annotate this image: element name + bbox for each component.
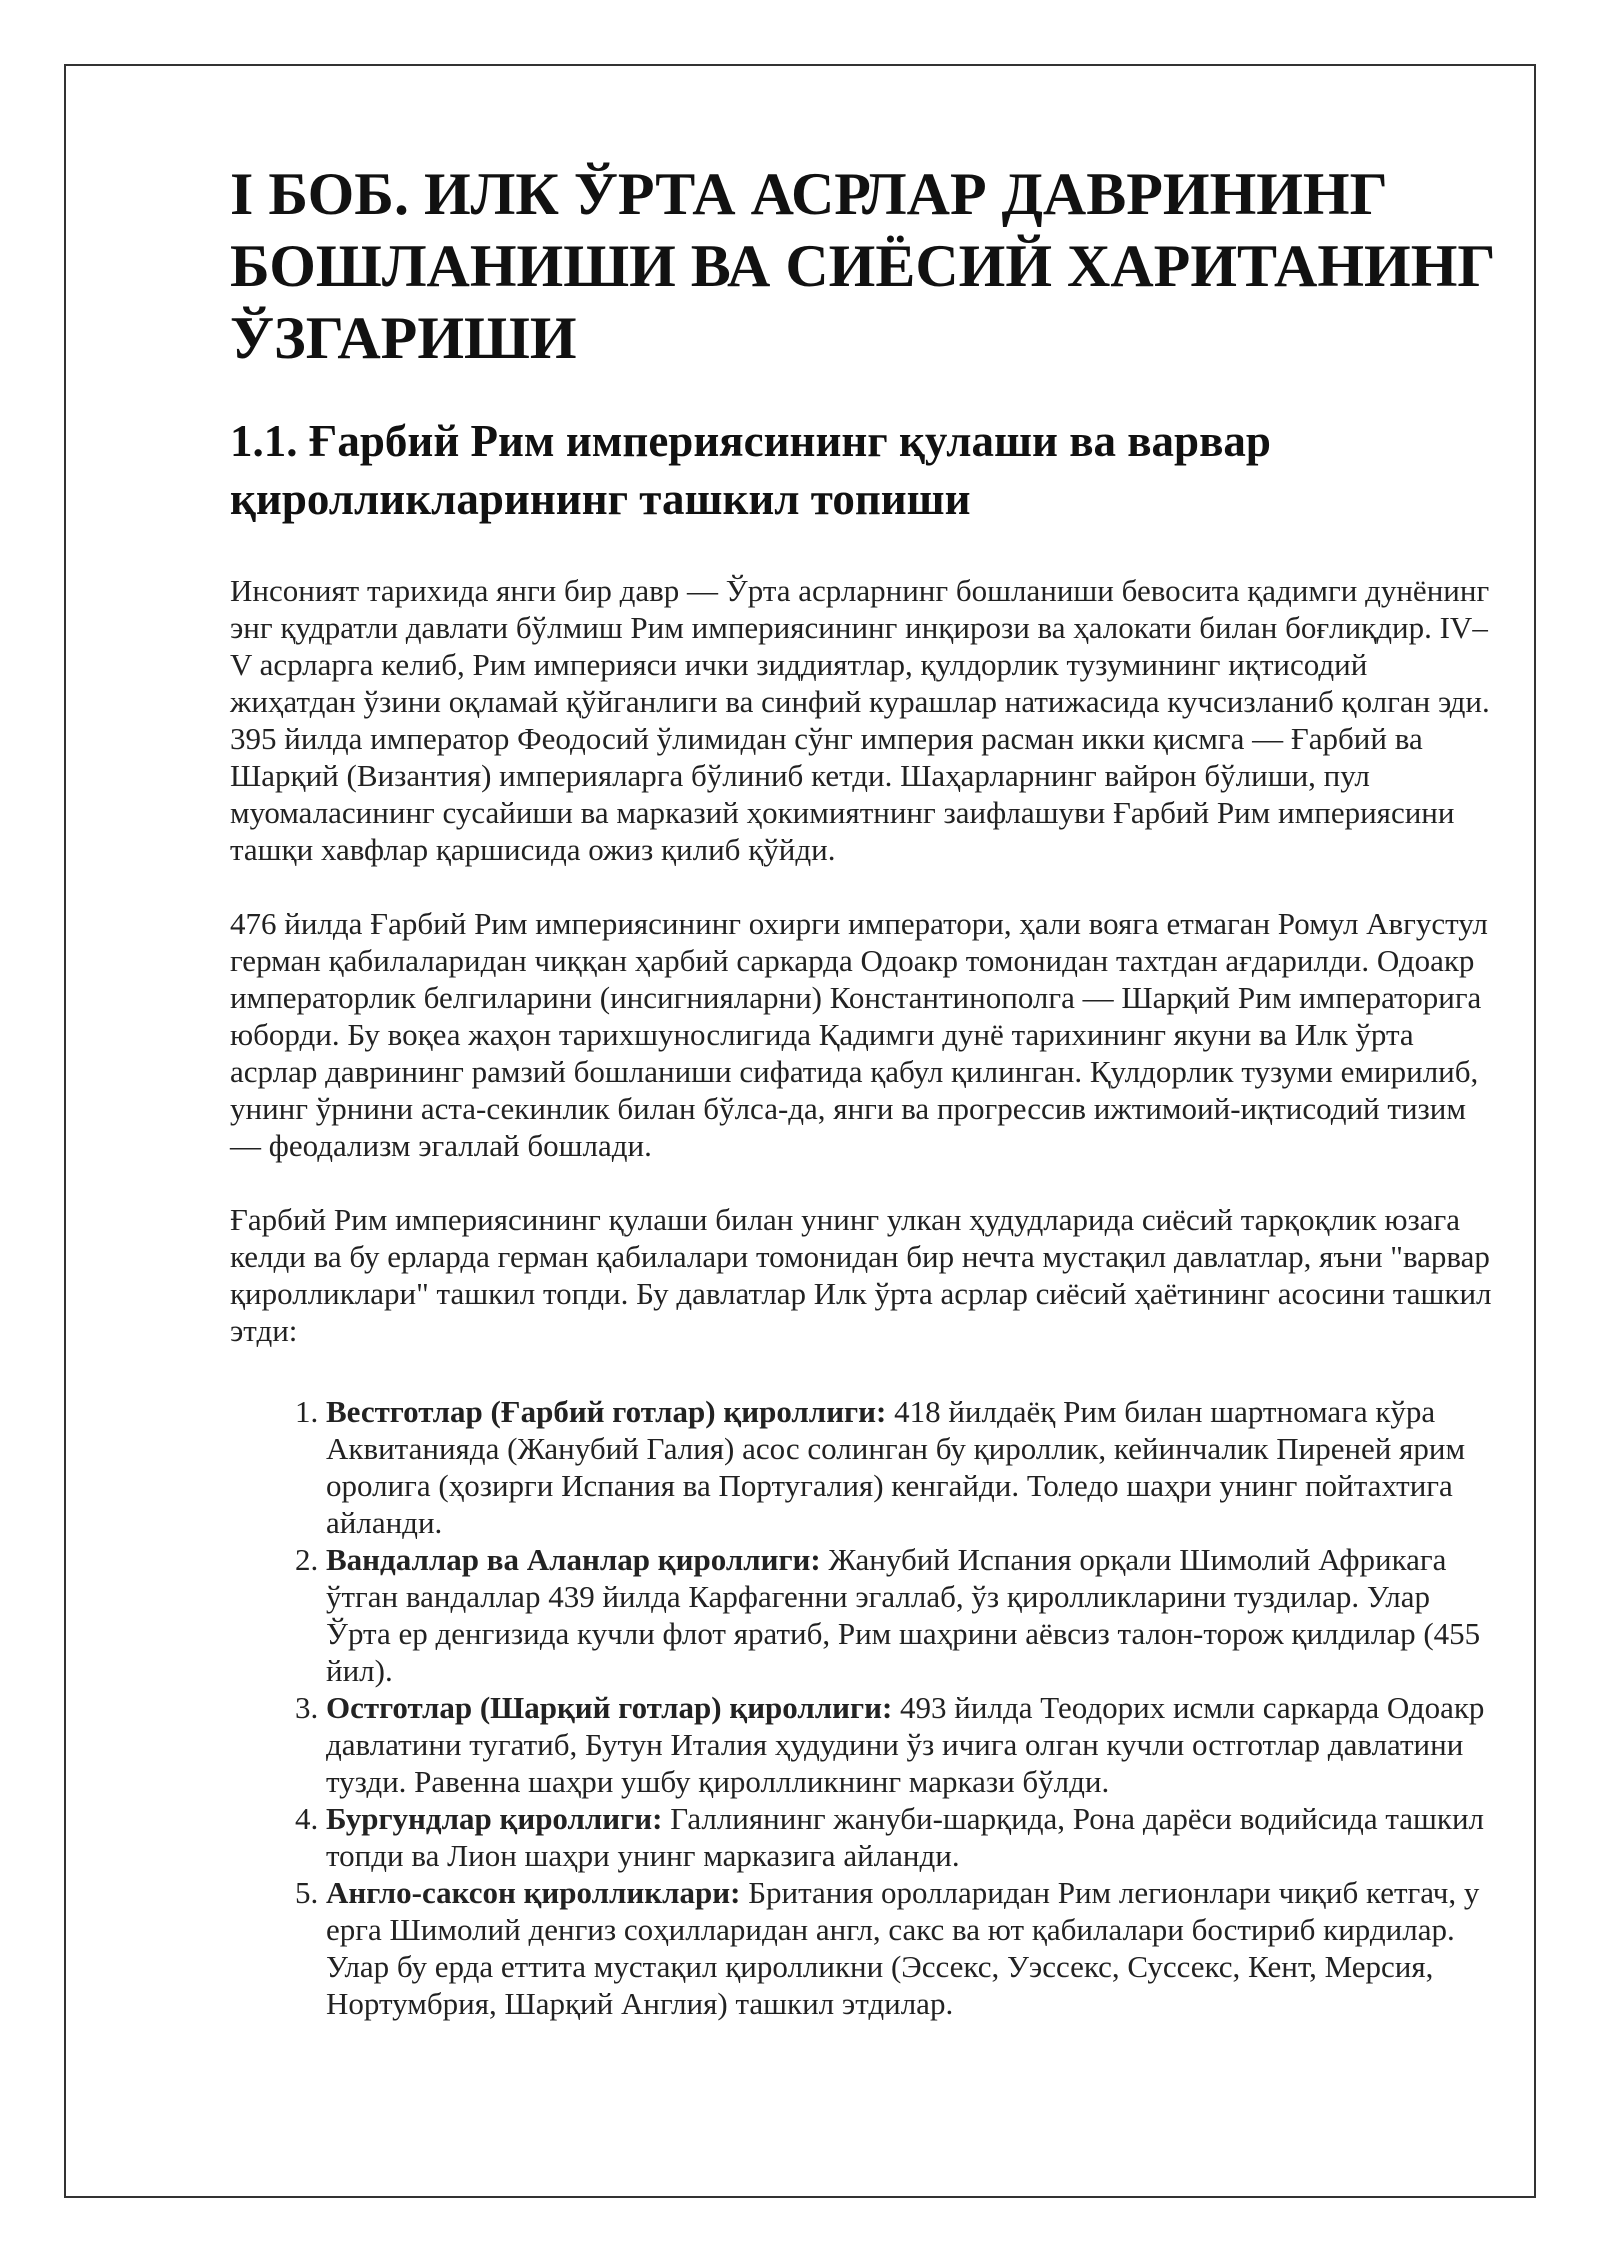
paragraph-3: Ғарбий Рим империясининг қулаши билан унинг улкан ҳудудларида сиёсий тарқоқлик юзага келди ва бу ерларда герман қабилалари томонидан бир нечта мустақил давлатлар, яъни "варвар қиролликлари" ташкил топди. Бу давлатлар Илк ўрта асрлар сиёсий ҳаётининг асосини ташкил этди:	[230, 1202, 1492, 1348]
list-item-term: Остготлар (Шарқий готлар) қироллиги:	[326, 1690, 893, 1725]
list-item	[326, 1541, 1500, 1689]
list-item-text: Жанубий Испания орқали Шимолий Африкага ўтган вандаллар 439 йилда Карфагенни эгаллаб, ўз қиролликларини туздилар. Улар Ўрта ер денгизида кучли флот яратиб, Рим шаҳрини аёвсиз талон-торож қилдилар (455 йил).	[326, 1542, 1481, 1688]
list-item-term: Англо-саксон қиролликлари:	[326, 1875, 741, 1910]
list-item-term: Вестготлар (Ғарбий готлар) қироллиги:	[326, 1394, 887, 1429]
list-item-term: Вандаллар ва Аланлар қироллиги:	[326, 1542, 821, 1577]
section-title: 1.1. Ғарбий Рим империясининг қулаши ва варвар қиролликларининг ташкил топиши	[230, 416, 1271, 524]
list-item	[326, 1393, 1500, 1541]
list-item-term: Бургундлар қироллиги:	[326, 1801, 663, 1836]
list-item-text: Галлиянинг жануби-шарқида, Рона дарёси водийсида ташкил топди ва Лион шаҳри унинг марказига айланди.	[326, 1801, 1484, 1873]
list-item	[326, 1874, 1500, 2022]
paragraph-1: Инсоният тарихида янги бир давр — Ўрта асрларнинг бошланиши бевосита қадимги дунёнинг энг қудратли давлати бўлмиш Рим империясининг инқирози ва ҳалокати билан боғлиқдир. IV–V асрларга келиб, Рим империяси ички зиддиятлар, қулдорлик тузумининг иқтисодий жиҳатдан ўзини оқламай қўйганлиги ва синфий курашлар натижасида кучсизланиб қолган эди. 395 йилда император Феодосий ўлимидан сўнг империя расман икки қисмга — Ғарбий ва Шарқий (Византия) империяларга бўлиниб кетди. Шаҳарларнинг вайрон бўлиши, пул муомаласининг сусайиши ва марказий ҳокимиятнинг заифлашуви Ғарбий Рим империясини ташқи хавфлар қаршисида ожиз қилиб қўйди.	[230, 573, 1490, 867]
document-body	[230, 158, 1500, 2022]
chapter-title: I БОБ. ИЛК ЎРТА АСРЛАР ДАВРИНИНГ БОШЛАНИШИ ВА СИЁСИЙ ХАРИТАНИНГ ЎЗГАРИШИ	[230, 161, 1496, 371]
list-item-text: 418 йилдаёқ Рим билан шартномага кўра Аквитанияда (Жанубий Галия) асос солинган бу қироллик, кейинчалик Пиреней ярим оролига (ҳозирги Испания ва Португалия) кенгайди. Толедо шаҳри унинг пойтахтига айланди.	[326, 1394, 1466, 1540]
paragraph-2: 476 йилда Ғарбий Рим империясининг охирги императори, ҳали вояга етмаган Ромул Августул герман қабилаларидан чиққан ҳарбий саркарда Одоакр томонидан тахтдан ағдарилди. Одоакр императорлик белгиларини (инсигнияларни) Константинополга — Шарқий Рим императорига юборди. Бу воқеа жаҳон тарихшунослигида Қадимги дунё тарихининг якуни ва Илк ўрта асрлар даврининг рамзий бошланиши сифатида қабул қилинган. Қулдорлик тузуми емирилиб, унинг ўрнини аста-секинлик билан бўлса-да, янги ва прогрессив ижтимоий-иқтисодий тизим — феодализм эгаллай бошлади.	[230, 906, 1488, 1163]
list-item	[326, 1800, 1500, 1874]
list-item	[326, 1689, 1500, 1800]
kingdoms-list	[230, 1393, 1500, 2022]
list-item-text: 493 йилда Теодорих исмли саркарда Одоакр давлатини тугатиб, Бутун Италия ҳудудини ўз ичига олган кучли остготлар давлатини тузди. Равенна шаҳри ушбу қироллликнинг маркази бўлди.	[326, 1690, 1485, 1799]
list-item-text: Британия оролларидан Рим легионлари чиқиб кетгач, у ерга Шимолий денгиз соҳилларидан англ, сакс ва ют қабилалари бостириб кирдилар. Улар бу ерда еттита мустақил қиролликни (Эссекс, Уэссекс, Суссекс, Кент, Мерсия, Нортумбрия, Шарқий Англия) ташкил этдилар.	[326, 1875, 1480, 2021]
